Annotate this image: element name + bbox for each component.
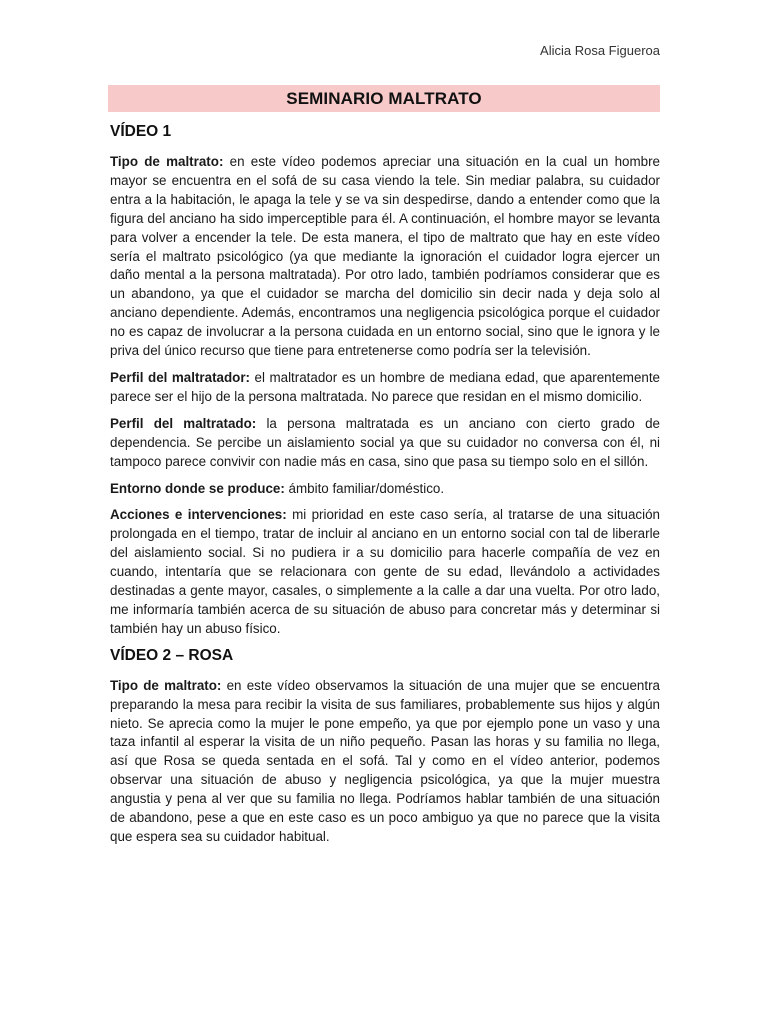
paragraph-label: Tipo de maltrato: xyxy=(110,677,222,693)
title-banner xyxy=(108,85,660,112)
paragraph-tipo-maltrato-2 xyxy=(110,677,660,847)
paragraph-label: Entorno donde se produce: xyxy=(110,480,285,496)
section-heading-video-2: VÍDEO 2 – ROSA xyxy=(110,646,234,664)
paragraph-perfil-maltratador xyxy=(110,369,660,407)
paragraph-label: Perfil del maltratador: xyxy=(110,369,251,385)
paragraph-text: el maltratador es un hombre de mediana edad, que aparentemente parece ser el hijo de la persona maltratada. No parece que residan en el mismo domicilio. xyxy=(110,369,661,404)
document-body xyxy=(110,120,660,855)
paragraph-entorno xyxy=(110,480,660,499)
paragraph-acciones xyxy=(110,506,660,638)
paragraph-perfil-maltratado xyxy=(110,415,660,472)
paragraph-label: Acciones e intervenciones: xyxy=(110,507,287,523)
paragraph-text: mi prioridad en este caso sería, al tratarse de una situación prolongada en el tiempo, tratar de incluir al anciano en un entorno social con tal de liberarle del aislamiento social. Si no pudiera ir a su domicilio para hacerle compañía de vez en cuando, intentaría que se relacionara con gente de su edad, llevándolo a actividades destinadas a gente mayor, casales, o simplemente a la calle a dar una vuelta. Por otro lado, me informaría también acerca de su situación de abuso para concretar más y determinar si también hay un abuso físico. xyxy=(110,507,660,636)
paragraph-text: la persona maltratada es un anciano con cierto grado de dependencia. Se percibe un aislamiento social ya que su cuidador no conversa con él, ni tampoco parece convivir con nadie más en casa, sino que pasa su tiempo solo en el sillón. xyxy=(110,415,660,469)
paragraph-label: Perfil del maltratado: xyxy=(110,415,257,431)
header-author: Alicia Rosa Figueroa xyxy=(540,43,660,58)
paragraph-label: Tipo de maltrato: xyxy=(110,154,224,169)
paragraph-text: en este vídeo podemos apreciar una situación en la cual un hombre mayor se encuentra en el sofá de su casa viendo la tele. Sin mediar palabra, su cuidador entra a la habitación, le apaga la tele y se va sin despedirse, dando a entender como que la figura del anciano ha sido imperceptible para él. A continuación, el hombre mayor se levanta para volver a encender la tele. De esta manera, el tipo de maltrato que hay en este vídeo sería el maltrato psicológico (ya que mediante la ignoración el cuidador logra ejercer un daño mental a la persona maltratada). Por otro lado, también podríamos considerar que es un abandono, ya que el cuidador se marcha del domicilio sin decir nada y deja solo al anciano dependiente. Además, encontramos una negligencia psicológica porque el cuidador no es capaz de involucrar a la persona cuidada en un entorno social, sino que le ignora y le priva del único recurso que tiene para entretenerse como podría ser la televisión. xyxy=(110,154,660,359)
paragraph-text: en este vídeo observamos la situación de una mujer que se encuentra preparando la mesa para recibir la visita de sus familiares, probablemente sus hijos y algún nieto. Se aprecia como la mujer le pone empeño, ya que por ejemplo pone un vaso y una taza infantil al esperar la visita de un niño pequeño. Pasan las horas y su familia no llega, así que Rosa se queda sentada en el sofá. Tal y como en el vídeo anterior, podemos observar una situación de abuso y negligencia psicológica, ya que la mujer muestra angustia y pena al ver que su familia no llega. Podríamos hablar también de una situación de abandono, pese a que en este caso es un poco ambiguo ya que no parece que la visita que espera sea su cuidador habitual. xyxy=(110,677,661,844)
paragraph-text: ámbito familiar/doméstico. xyxy=(284,480,445,496)
paragraph-tipo-maltrato-1 xyxy=(110,153,660,361)
document-title: SEMINARIO MALTRATO xyxy=(286,88,482,108)
section-heading-video-1: VÍDEO 1 xyxy=(110,123,172,140)
